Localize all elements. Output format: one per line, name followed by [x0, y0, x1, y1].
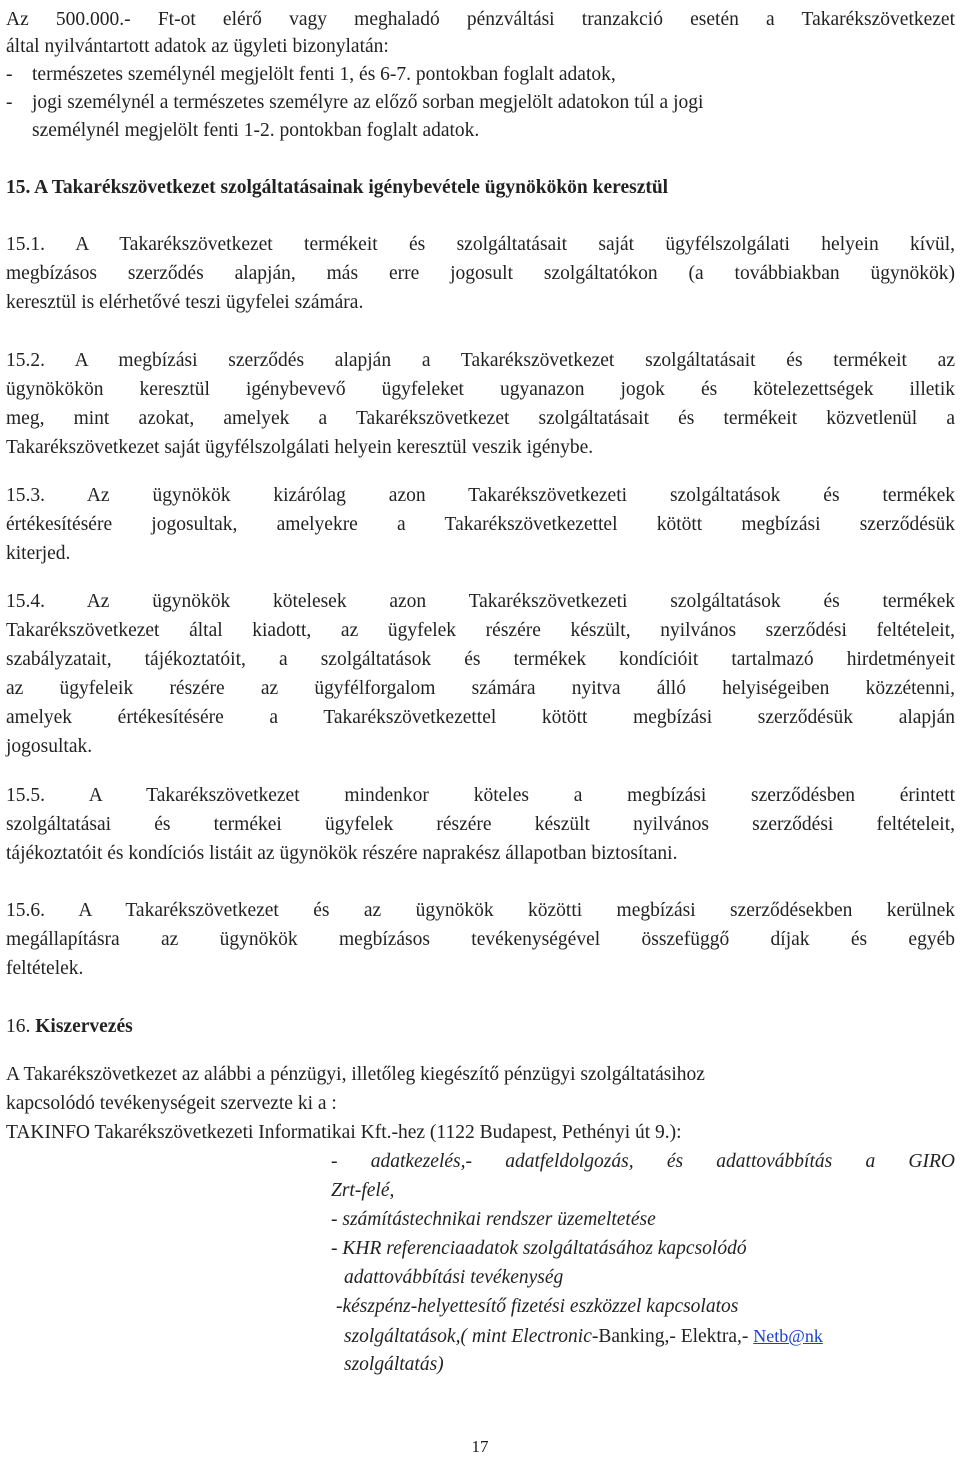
- paragraph-15-4-line: az ügyfeleik részére az ügyfélforgalom számára nyitva álló helyiségeiben közzétenni,: [6, 678, 955, 699]
- paragraph-15-2-line: ügynökökön keresztül igénybevevő ügyfeleket ugyanazon jogok és kötelezettségek illetik: [6, 379, 955, 400]
- intro-bullet-2: - jogi személynél a természetes személyre az előző sorban megjelölt adatokon túl a jogi: [6, 92, 704, 113]
- paragraph-15-3-line: értékesítésére jogosultak, amelyekre a Takarékszövetkezettel kötött megbízási szerződésük: [6, 514, 955, 535]
- outsourced-item-3: - KHR referenciaadatok szolgáltatásához kapcsolódó: [331, 1238, 747, 1259]
- netbank-link[interactable]: Netb@nk: [753, 1326, 823, 1346]
- paragraph-15-6-line: feltételek.: [6, 958, 84, 979]
- paragraph-15-6-line: megállapításra az ügynökök megbízásos tevékenységével összefüggő díjak és egyéb: [6, 929, 955, 950]
- intro-bullet-2-continued: személynél megjelölt fenti 1-2. pontokban foglalt adatok.: [32, 120, 480, 141]
- paragraph-15-4-line: Takarékszövetkezet által kiadott, az ügyfelek részére készült, nyilvános szerződési feltételeit,: [6, 620, 955, 641]
- paragraph-15-2-line: 15.2. A megbízási szerződés alapján a Takarékszövetkezet szolgáltatásait és termékeit az: [6, 350, 955, 371]
- paragraph-15-1-line: keresztül is elérhetővé teszi ügyfelei számára.: [6, 292, 364, 313]
- intro-bullet-1: - természetes személynél megjelölt fenti 1, és 6-7. pontokban foglalt adatok,: [6, 64, 616, 85]
- section-16-heading: [6, 1015, 133, 1039]
- intro-bullet-1-text: természetes személynél megjelölt fenti 1, és 6-7. pontokban foglalt adatok,: [32, 64, 616, 85]
- paragraph-15-6-line: 15.6. A Takarékszövetkezet és az ügynökök közötti megbízási szerződésekben kerülnek: [6, 900, 955, 921]
- outsourced-item-4-end: szolgáltatás): [344, 1354, 444, 1375]
- outsourced-item-4-continued: [344, 1324, 823, 1349]
- paragraph-15-3-line: 15.3. Az ügynökök kizárólag azon Takarékszövetkezeti szolgáltatások és termékek: [6, 485, 955, 506]
- intro-line-1: Az 500.000.- Ft-ot elérő vagy meghaladó pénzváltási tranzakció esetén a Takarékszövetkezet: [6, 9, 955, 30]
- outsourced-item-4: -készpénz-helyettesítő fizetési eszközzel kapcsolatos: [336, 1296, 739, 1317]
- outsourced-item-1-continued: Zrt-felé,: [331, 1180, 395, 1201]
- paragraph-15-3-line: kiterjed.: [6, 543, 71, 564]
- section-16-number: 16.: [6, 1016, 31, 1037]
- paragraph-15-1-line: 15.1. A Takarékszövetkezet termékeit és szolgáltatásait saját ügyfélszolgálati helyein kívül,: [6, 234, 955, 255]
- paragraph-15-5-line: tájékoztatóit és kondíciós listáit az ügynökök részére naprakész állapotban biztosítani.: [6, 843, 678, 864]
- paragraph-15-5-line: 15.5. A Takarékszövetkezet mindenkor köteles a megbízási szerződésben érintett: [6, 785, 955, 806]
- outsourced-item-4-plain: -Banking,- Elektra,-: [591, 1326, 754, 1347]
- outsourced-item-2: - számítástechnikai rendszer üzemeltetése: [331, 1209, 656, 1230]
- intro-line-2: által nyilvántartott adatok az ügyleti bizonylatán:: [6, 36, 389, 57]
- paragraph-15-5-line: szolgáltatásai és termékei ügyfelek részére készült nyilvános szerződési feltételeit,: [6, 814, 955, 835]
- paragraph-15-2-line: Takarékszövetkezet saját ügyfélszolgálati helyein keresztül veszik igénybe.: [6, 437, 594, 458]
- paragraph-15-4-line: szabályzatait, tájékoztatóit, a szolgáltatások és termékek kondícióit tartalmazó hirdetményeit: [6, 649, 955, 670]
- outsourced-item-4-italic: szolgáltatások,( mint Electronic: [344, 1326, 592, 1347]
- paragraph-15-4-line: amelyek értékesítésére a Takarékszövetkezettel kötött megbízási szerződésük alapján: [6, 707, 955, 728]
- outsourced-item-1: - adatkezelés,- adatfeldolgozás, és adattovábbítás a GIRO: [331, 1151, 955, 1172]
- outsourced-item-3-continued: adattovábbítási tevékenység: [344, 1267, 564, 1288]
- takinfo-line: TAKINFO Takarékszövetkezeti Informatikai Kft.-hez (1122 Budapest, Pethényi út 9.):: [6, 1122, 682, 1143]
- section-15-heading: 15. A Takarékszövetkezet szolgáltatásainak igénybevétele ügynökökön keresztül: [6, 177, 669, 198]
- paragraph-15-2-line: meg, mint azokat, amelyek a Takarékszövetkezet szolgáltatásait és termékeit közvetlenül a: [6, 408, 955, 429]
- intro-bullet-2-text: jogi személynél a természetes személyre az előző sorban megjelölt adatokon túl a jogi: [32, 92, 704, 113]
- paragraph-15-4-line: jogosultak.: [6, 736, 93, 757]
- section-16-intro-line-2: kapcsolódó tevékenységeit szervezte ki a :: [6, 1093, 337, 1114]
- section-16-intro-line-1: A Takarékszövetkezet az alábbi a pénzügyi, illetőleg kiegészítő pénzügyi szolgáltatásihoz: [6, 1064, 705, 1085]
- section-16-title: Kiszervezés: [35, 1016, 133, 1037]
- page-number: 17: [471, 1437, 489, 1456]
- paragraph-15-1-line: megbízásos szerződés alapján, más erre jogosult szolgáltatókon (a továbbiakban ügynökök): [6, 263, 955, 284]
- paragraph-15-4-line: 15.4. Az ügynökök kötelesek azon Takarékszövetkezeti szolgáltatások és termékek: [6, 591, 955, 612]
